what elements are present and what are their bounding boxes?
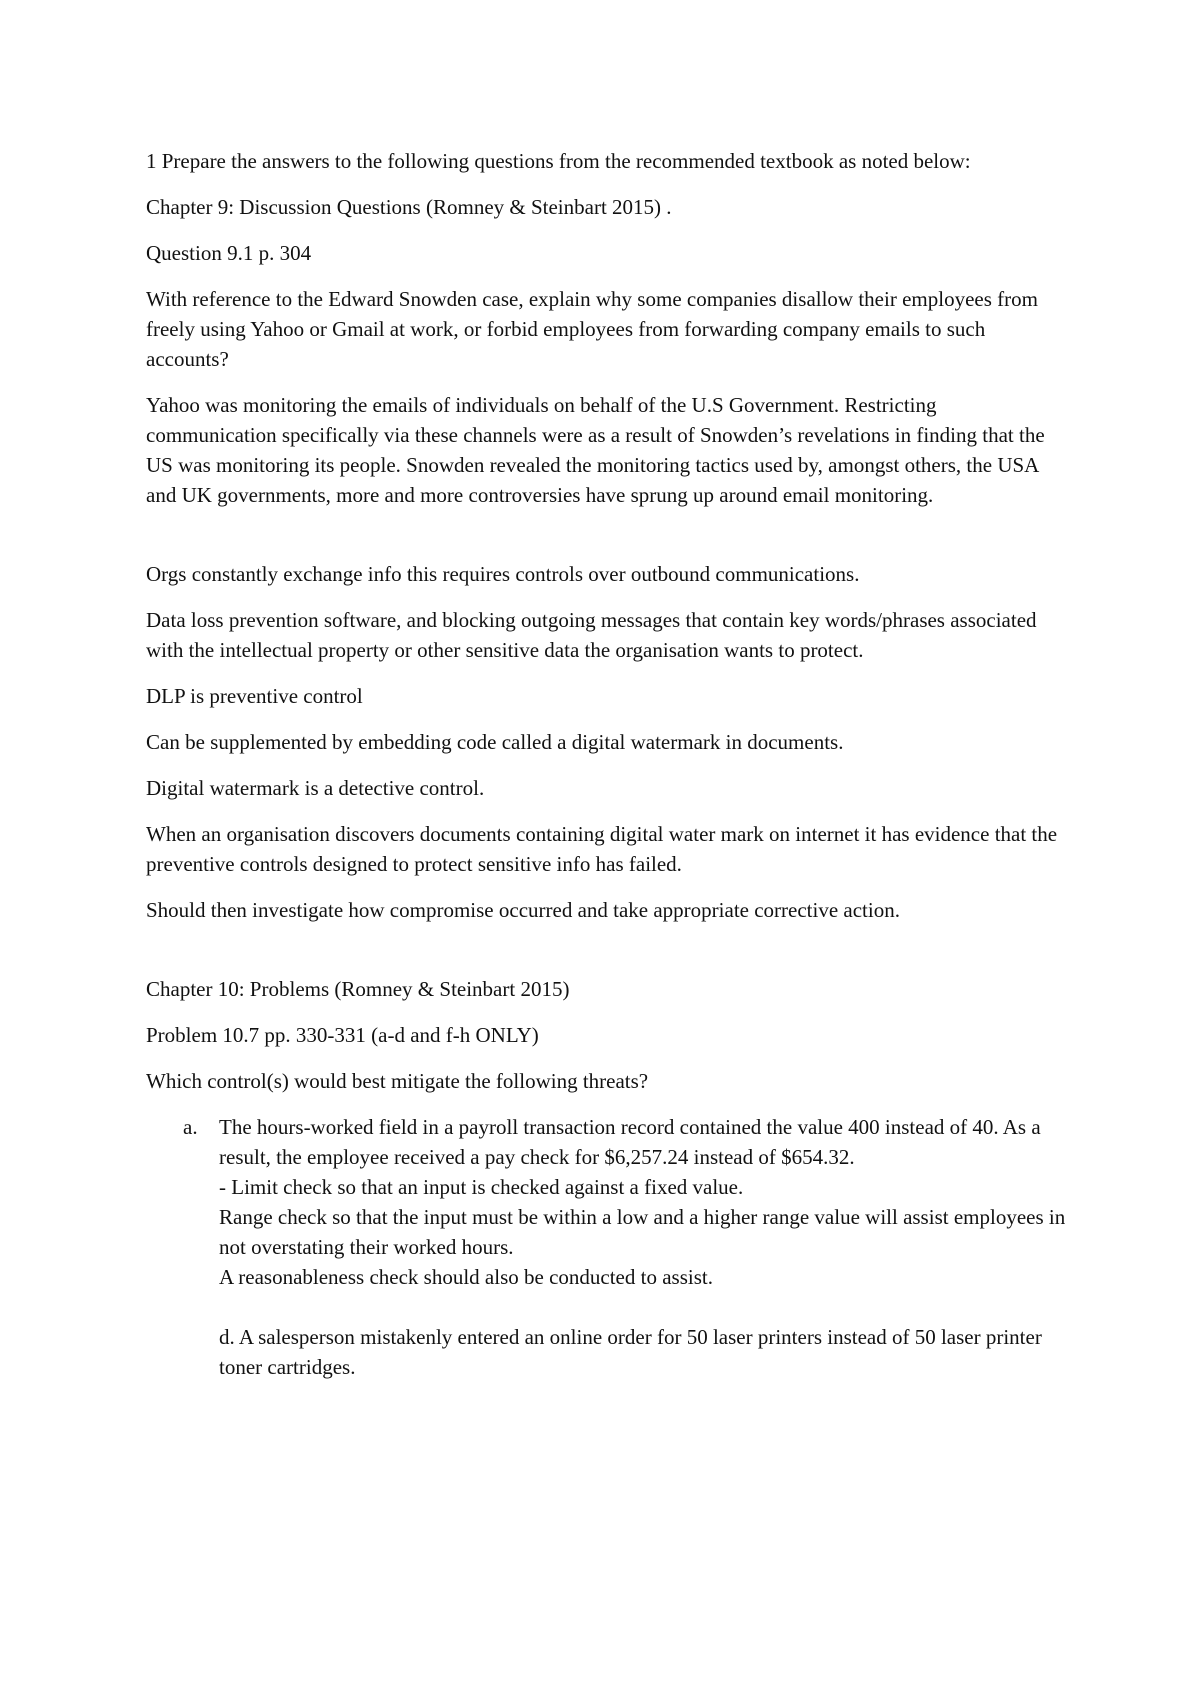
- question-text: With reference to the Edward Snowden case, explain why some companies disallow their employees from freely using Yahoo or Gmail at work, or forbid employees from forwarding company emails to such accounts?: [146, 287, 1038, 371]
- note-watermark-detective: Digital watermark is a detective control.: [146, 776, 485, 800]
- threat-d-text: d. A salesperson mistakenly entered an online order for 50 laser printers instead of 50 laser printer toner cartridges.: [219, 1325, 1042, 1379]
- note-outbound-controls: Orgs constantly exchange info this requires controls over outbound communications.: [146, 562, 860, 586]
- question-reference: Question 9.1 p. 304: [146, 241, 312, 265]
- note-watermark-supplement: Can be supplemented by embedding code called a digital watermark in documents.: [146, 730, 844, 754]
- list-item-marker: a.: [183, 1115, 198, 1139]
- chapter-9-heading: Chapter 9: Discussion Questions (Romney & Steinbart 2015) .: [146, 195, 672, 219]
- note-dlp-preventive: DLP is preventive control: [146, 684, 363, 708]
- problem-reference: Problem 10.7 pp. 330-331 (a-d and f-h ONLY): [146, 1023, 539, 1047]
- intro-paragraph: 1 Prepare the answers to the following questions from the recommended textbook as noted below:: [146, 149, 971, 173]
- threat-list: [146, 1112, 1066, 1382]
- section-spacer: [146, 941, 1066, 974]
- answer-paragraph: Yahoo was monitoring the emails of individuals on behalf of the U.S Government. Restricting communication specifically via these channels were as a result of Snowden’s revelations in finding that the US was monitoring its people. Snowden revealed the monitoring tactics used by, amongst others, the USA and UK governments, more and more controversies have sprung up around email monitoring.: [146, 393, 1045, 507]
- problem-prompt: Which control(s) would best mitigate the following threats?: [146, 1069, 649, 1093]
- note-corrective-action: Should then investigate how compromise occurred and take appropriate corrective action.: [146, 898, 900, 922]
- list-spacer: [219, 1292, 1066, 1322]
- document-body: [146, 146, 1066, 1382]
- chapter-10-heading: Chapter 10: Problems (Romney & Steinbart 2015): [146, 977, 570, 1001]
- list-item: [146, 1112, 1066, 1382]
- note-watermark-discovery: When an organisation discovers documents containing digital water mark on internet it has evidence that the preventive controls designed to protect sensitive info has failed.: [146, 822, 1058, 876]
- note-dlp-software: Data loss prevention software, and blocking outgoing messages that contain key words/phrases associated with the intellectual property or other sensitive data the organisation wants to protect.: [146, 608, 1037, 662]
- section-spacer: [146, 526, 1066, 559]
- answer-a-reasonableness-check: A reasonableness check should also be conducted to assist.: [219, 1265, 713, 1289]
- threat-a-text: The hours-worked field in a payroll transaction record contained the value 400 instead of 40. As a result, the employee received a pay check for $6,257.24 instead of $654.32.: [219, 1115, 1041, 1169]
- answer-a-limit-check: - Limit check so that an input is checked against a fixed value.: [219, 1175, 744, 1199]
- answer-a-range-check: Range check so that the input must be within a low and a higher range value will assist employees in not overstating their worked hours.: [219, 1205, 1066, 1259]
